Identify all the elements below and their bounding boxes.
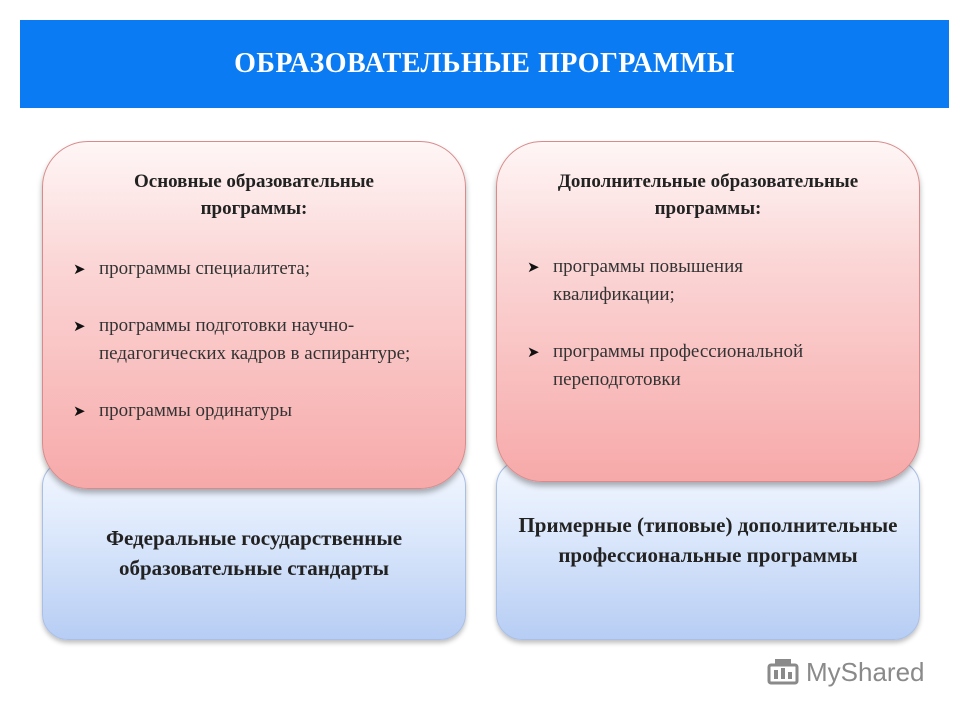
federal-standards-text: Федеральные государственные образовательные стандарты [105, 526, 403, 580]
list-item: ➤ программы ординатуры [71, 397, 441, 425]
additional-programs-heading: Дополнительные образовательные программы: [557, 171, 859, 219]
basic-programs-box [42, 141, 466, 489]
additional-programs-list [525, 253, 905, 423]
arrow-bullet-icon: ➤ [527, 343, 540, 361]
model-programs-text: Примерные (типовые) дополнительные профессиональные программы [518, 513, 898, 567]
arrow-bullet-icon: ➤ [73, 402, 86, 420]
list-item: ➤ программы подготовки научно-педагогических кадров в аспирантуре; [71, 312, 429, 368]
myshared-logo-icon [766, 655, 800, 689]
watermark-text: MyShared [806, 656, 925, 687]
title-banner [20, 20, 949, 108]
arrow-bullet-icon: ➤ [73, 317, 86, 335]
page-title: ОБРАЗОВАТЕЛЬНЫЕ ПРОГРАММЫ [234, 48, 735, 79]
list-item: ➤ программы профессиональной переподготовки [525, 338, 883, 394]
additional-programs-box [496, 141, 920, 482]
arrow-bullet-icon: ➤ [73, 260, 86, 278]
model-programs-box [496, 460, 920, 640]
basic-programs-heading: Основные образовательные программы: [134, 171, 374, 219]
list-item: ➤ программы специалитета; [71, 255, 441, 283]
basic-programs-list [71, 255, 441, 454]
myshared-watermark [766, 655, 925, 689]
arrow-bullet-icon: ➤ [527, 258, 540, 276]
list-item: ➤ программы повышения квалификации; [525, 253, 833, 309]
